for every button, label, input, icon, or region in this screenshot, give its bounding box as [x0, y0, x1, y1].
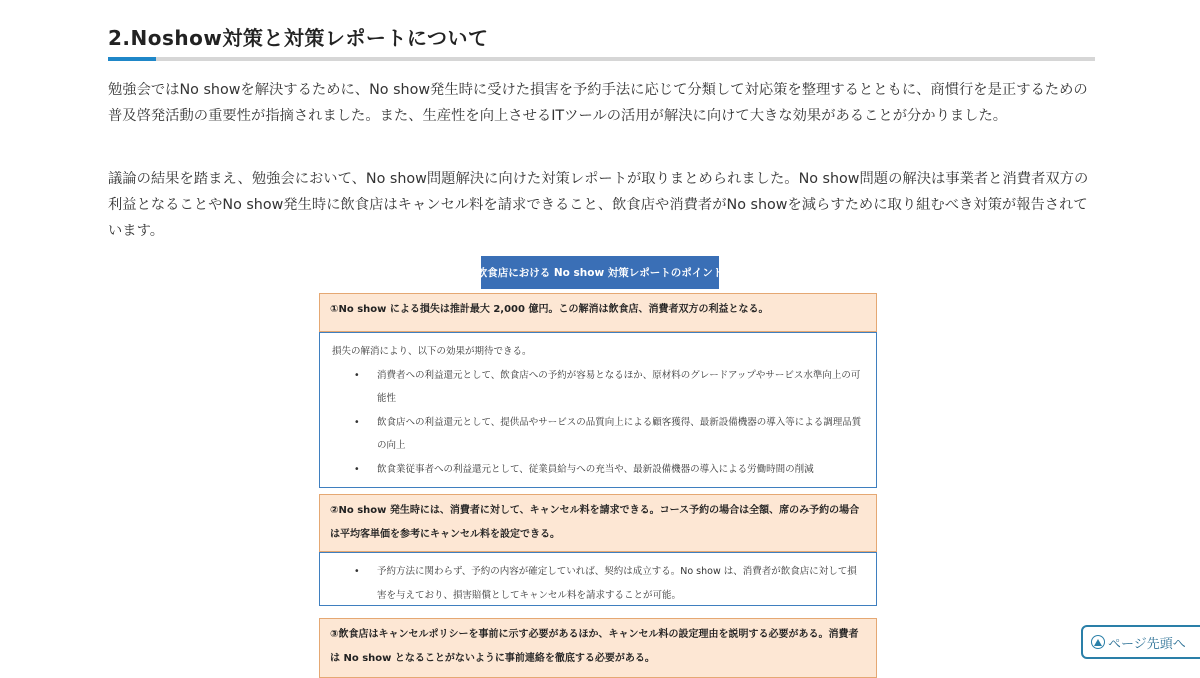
point-2-body [319, 552, 877, 606]
list-item: • 消費者への利益還元として、飲食店への予約が容易となるほか、原材料のグレードアップやサービス水準向上の可能性 [332, 364, 864, 411]
point-1-body [319, 332, 877, 488]
point-1-heading: ①No show による損失は推計最大 2,000 億円。この解消は飲食店、消費者双方の利益となる。 [319, 293, 877, 332]
point-1-list [332, 364, 864, 482]
point-1-intro: 損失の解消により、以下の効果が期待できる。 [332, 346, 532, 357]
paragraph-1: 勉強会ではNo showを解決するために、No show発生時に受けた損害を予約手法に応じて分類して対応策を整理するとともに、商慣行を是正するための普及啓発活動の重要性が指摘されました。また、生産性を向上させるITツールの活用が解決に向けて大きな効果があることが分かりました。 [108, 82, 1088, 124]
list-item: • 飲食店への利益還元として、提供品やサービスの品質向上による顧客獲得、最新設備機器の導入等による調理品質の向上 [332, 411, 864, 458]
point-2-list [332, 560, 864, 607]
point-3-heading: ③飲食店はキャンセルポリシーを事前に示す必要があるほか、キャンセル料の設定理由を説明する必要がある。消費者は No show となることがないように事前連絡を徹底する必要がある。 [319, 618, 877, 678]
section-heading: 2.Noshow対策と対策レポートについて [108, 26, 489, 50]
back-to-top-button[interactable] [1081, 625, 1200, 659]
list-item: • 飲食業従事者への利益還元として、従業員給与への充当や、最新設備機器の導入による労働時間の削減 [332, 458, 864, 482]
heading-underline-accent [108, 57, 156, 61]
circle-up-arrow-icon [1091, 635, 1105, 649]
list-item: • 予約方法に関わらず、予約の内容が確定していれば、契約は成立する。No show は、消費者が飲食店に対して損害を与えており、損害賠償としてキャンセル料を請求することが可能。 [332, 560, 864, 607]
paragraph-2: 議論の結果を踏まえ、勉強会において、No show問題解決に向けた対策レポートが取りまとめられました。No show問題の解決は事業者と消費者双方の利益となることやNo show発生時に飲食店はキャンセル料を請求できること、飲食店や消費者がNo showを減らすために取り組むべき対策が報告されています。 [108, 171, 1089, 239]
point-2-heading: ②No show 発生時には、消費者に対して、キャンセル料を請求できる。コース予約の場合は全額、席のみ予約の場合は平均客単価を参考にキャンセル料を設定できる。 [319, 494, 877, 552]
heading-underline [108, 57, 1095, 61]
back-to-top-label: ページ先頭へ [1108, 636, 1186, 652]
figure-title: 飲食店における No show 対策レポートのポイント [481, 256, 719, 289]
